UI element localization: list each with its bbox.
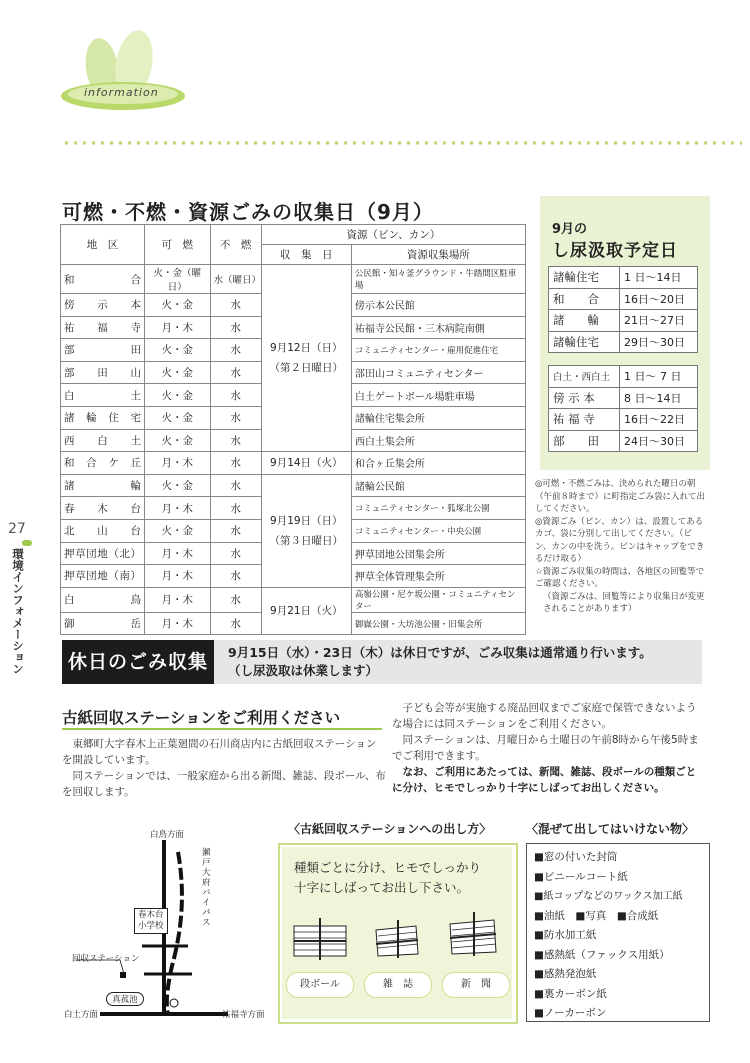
- magazine-bundle-icon: [372, 914, 422, 960]
- date-week: （第２日曜日）: [269, 362, 344, 375]
- ng-item: ■感熱紙（ファックス用紙）: [534, 948, 670, 961]
- map-label-school: [134, 908, 168, 934]
- pill-newspaper: 新 聞: [442, 972, 510, 998]
- kosi-paragraph-1: 東郷町大字春木上正葉廻間の石川商店内に古紙回収ステーションを開設しています。: [62, 738, 377, 766]
- cell-nonburn: 水: [210, 406, 261, 429]
- header-nonburn: 不 燃: [210, 225, 261, 265]
- pill-cardboard: 段ボール: [286, 972, 354, 998]
- kosi-right-text: [392, 700, 704, 796]
- cell-collection-date: [261, 265, 351, 452]
- schedule-title: し尿汲取予定日: [552, 241, 678, 261]
- date-line: 9月14日（火）: [270, 456, 343, 469]
- cell-burn: 火・金: [144, 361, 210, 384]
- map-label-pond: 真菰池: [106, 992, 144, 1006]
- date-line: 9月12日（日）: [270, 342, 343, 355]
- schedule-row: [549, 430, 698, 452]
- ng-item: ■ビニールコート紙: [534, 870, 628, 883]
- ng-item: ■窓の付いた封筒: [534, 851, 618, 863]
- leaf-logo-icon: [58, 28, 188, 118]
- cell-burn: 火・金: [144, 474, 210, 497]
- cell-area: 諸輪住宅: [61, 406, 145, 429]
- cell-burn: 月・木: [144, 497, 210, 520]
- schedule-area: 和 合: [549, 288, 620, 310]
- map-label-shiratori: 白鳥方面: [150, 830, 185, 840]
- cell-place: 高嶺公園・尼ケ坂公園・コミュニティセンター: [351, 587, 525, 612]
- schedule-area: 白土・西白土: [549, 366, 620, 388]
- cell-burn: 月・木: [144, 452, 210, 475]
- cell-place: 傍示本公民館: [351, 294, 525, 317]
- header-place: 資源収集場所: [351, 245, 525, 265]
- header-date: 収 集 日: [261, 245, 351, 265]
- ng-item: ■ノーカーボン: [534, 1007, 607, 1019]
- schedule-row: [549, 331, 698, 353]
- cell-place: 諸輪公民館: [351, 474, 525, 497]
- cell-burn: 月・木: [144, 565, 210, 588]
- cell-collection-date: [261, 452, 351, 475]
- note-1: ◎可燃・不燃ごみは、決められた曜日の朝（午前８時まで）に町指定ごみ袋に入れて出してください。: [535, 479, 706, 514]
- schedule-dates: 1 日〜 7 日: [620, 366, 698, 388]
- cell-burn: 月・木: [144, 612, 210, 635]
- note-2: ◎資源ごみ（ビン、カン）は、設置してあるカゴ、袋に分別して出してください。（ビン、カンの中を洗う。ビンはキャップをできるだけ取る）: [535, 516, 705, 564]
- map-post-icon: [170, 999, 178, 1007]
- schedule-row: [549, 288, 698, 310]
- cell-place: 部田山コミュニティセンター: [351, 361, 525, 384]
- ng-item: ■紙コップなどのワックス加工紙: [534, 891, 683, 902]
- schedule-row: [549, 267, 698, 289]
- schedule-area: 部 田: [549, 430, 620, 452]
- cell-area: 傍示本: [61, 294, 145, 317]
- cell-nonburn: 水（曜日）: [210, 265, 261, 294]
- table-row: [61, 474, 526, 497]
- cardboard-bundle-icon: [292, 914, 348, 960]
- header-resource: 資源（ビン、カン）: [261, 225, 525, 245]
- map-station-marker: [120, 972, 126, 978]
- cell-place: コミュニティセンター・中央公園: [351, 519, 525, 542]
- cell-place: 公民館・知々釜グラウンド・牛踏間区駐車場: [351, 265, 525, 294]
- date-line: 9月19日（日）: [270, 514, 343, 527]
- cell-nonburn: 水: [210, 612, 261, 635]
- holiday-text: [228, 644, 652, 680]
- map-label-yufukuji: 祐福寺方面: [222, 1010, 265, 1020]
- cell-place: 和合ヶ丘集会所: [351, 452, 525, 475]
- schedule-row: [549, 409, 698, 431]
- cell-area: 和合ケ丘: [61, 452, 145, 475]
- dotted-divider: [62, 140, 742, 146]
- cell-area: 和合: [61, 265, 145, 294]
- map-bypass-line: [167, 852, 182, 1014]
- schedule-table-1: [548, 266, 698, 353]
- schedule-title-month: 9月の: [552, 222, 588, 237]
- cell-burn: 火・金: [144, 429, 210, 452]
- schedule-area: 諸輪住宅: [549, 331, 620, 353]
- schedule-row: [549, 310, 698, 332]
- kosi-title: 古紙回収ステーションをご利用ください: [62, 709, 341, 727]
- cell-nonburn: 水: [210, 452, 261, 475]
- howto-line-1: 種類ごとに分け、ヒモでしっかり: [294, 860, 482, 875]
- schedule-dates: 16日〜22日: [620, 409, 698, 431]
- cell-nonburn: 水: [210, 339, 261, 362]
- cell-nonburn: 水: [210, 565, 261, 588]
- cell-burn: 火・金: [144, 339, 210, 362]
- cell-area: 春木台: [61, 497, 145, 520]
- page-number: 27: [8, 521, 26, 537]
- schedule-dates: 16日〜20日: [620, 288, 698, 310]
- cell-nonburn: 水: [210, 587, 261, 612]
- map-school-line-1: 春木台: [138, 910, 164, 920]
- cell-area: 押草団地（南）: [61, 565, 145, 588]
- notes: [535, 478, 705, 616]
- cell-place: 西白土集会所: [351, 429, 525, 452]
- cell-nonburn: 水: [210, 474, 261, 497]
- holiday-title: 休日のごみ収集: [62, 640, 214, 684]
- cell-collection-date: [261, 587, 351, 635]
- cell-burn: 火・金: [144, 406, 210, 429]
- kosi-paragraph-5: なお、ご利用にあたっては、新聞、雑誌、段ボールの種類ごとに分け、ヒモでしっかり十字にしばってお出しください。: [392, 766, 697, 794]
- schedule-area: 諸 輪: [549, 310, 620, 332]
- map-label-bypass: 瀬戸大府バイパス: [202, 848, 211, 928]
- page-title: 可燃・不燃・資源ごみの収集日（9月）: [62, 200, 434, 224]
- schedule-dates: 1 日〜14日: [620, 267, 698, 289]
- ng-list: [534, 848, 706, 1024]
- cell-place: 白土ゲートボール場駐車場: [351, 384, 525, 407]
- cell-area: 諸輪: [61, 474, 145, 497]
- cell-nonburn: 水: [210, 519, 261, 542]
- newspaper-bundle-icon: [446, 910, 500, 958]
- map-label-shirotsuchi: 白土方面: [64, 1010, 99, 1020]
- cell-burn: 火・金: [144, 384, 210, 407]
- cell-nonburn: 水: [210, 316, 261, 339]
- schedule-dates: 29日〜30日: [620, 331, 698, 353]
- pill-magazine: 雑 誌: [364, 972, 432, 998]
- note-3: ☆資源ごみ収集の時間は、各地区の回覧等でご確認ください。: [535, 566, 705, 589]
- howto-text: [294, 858, 481, 898]
- date-week: （第３日曜日）: [269, 534, 344, 547]
- cell-area: 西白土: [61, 429, 145, 452]
- schedule-row: [549, 366, 698, 388]
- cell-nonburn: 水: [210, 429, 261, 452]
- cell-burn: 月・木: [144, 542, 210, 565]
- table-row: [61, 587, 526, 612]
- cell-place: 諸輪住宅集会所: [351, 406, 525, 429]
- cell-area: 白鳥: [61, 587, 145, 612]
- cell-nonburn: 水: [210, 384, 261, 407]
- schedule-area: 諸輪住宅: [549, 267, 620, 289]
- cell-area: 祐福寺: [61, 316, 145, 339]
- side-section-label: 環境インフォメーション: [11, 548, 25, 675]
- cell-nonburn: 水: [210, 542, 261, 565]
- schedule-row: [549, 387, 698, 409]
- header-burn: 可 燃: [144, 225, 210, 265]
- cell-place: コミュニティセンター・狐塚北公園: [351, 497, 525, 520]
- date-line: 9月21日（火）: [270, 605, 343, 618]
- collection-table: [60, 224, 526, 635]
- cell-area: 御岳: [61, 612, 145, 635]
- cell-nonburn: 水: [210, 497, 261, 520]
- section-label: information: [84, 86, 159, 99]
- header-area: 地 区: [61, 225, 145, 265]
- table-row: [61, 265, 526, 294]
- cell-place: 押草全体管理集会所: [351, 565, 525, 588]
- kosi-paragraph-2: 同ステーションでは、一般家庭から出る新聞、雑誌、段ボール、布を回収します。: [62, 770, 386, 798]
- cell-place: 押草団地公団集会所: [351, 542, 525, 565]
- cell-burn: 月・木: [144, 316, 210, 339]
- holiday-line-2: （し尿汲取は休業します）: [228, 663, 379, 678]
- ng-item: ■油紙 ■写真 ■合成紙: [534, 909, 659, 922]
- cell-collection-date: [261, 474, 351, 587]
- kosi-paragraph-3: 子ども会等が実施する廃品回収までご家庭で保管できないような場合には同ステーションをご利用ください。: [392, 702, 697, 730]
- schedule-table-2: [548, 365, 698, 452]
- cell-area: 部田: [61, 339, 145, 362]
- cell-place: 御嶽公園・大坊池公園・旧集会所: [351, 612, 525, 635]
- cell-burn: 火・金: [144, 294, 210, 317]
- cell-nonburn: 水: [210, 294, 261, 317]
- map-school-line-2: 小学校: [138, 921, 164, 931]
- schedule-area: 祐 福 寺: [549, 409, 620, 431]
- schedule-area: 傍 示 本: [549, 387, 620, 409]
- cell-area: 北山台: [61, 519, 145, 542]
- cell-place: 祐福寺公民館・三木病院南側: [351, 316, 525, 339]
- howto-line-2: 十字にしばってお出し下さい。: [294, 880, 470, 895]
- schedule-dates: 24日〜30日: [620, 430, 698, 452]
- cell-area: 部田山: [61, 361, 145, 384]
- ng-title: 〈混ぜて出してはいけない物〉: [526, 822, 695, 836]
- howto-title: 〈古紙回収ステーションへの出し方〉: [288, 822, 492, 836]
- schedule-dates: 8 日〜14日: [620, 387, 698, 409]
- kosi-paragraph-4: 同ステーションは、月曜日から土曜日の午前8時から午後5時までご利用できます。: [392, 734, 699, 762]
- ng-item: ■裏カーボン紙: [534, 987, 607, 1000]
- cell-area: 押草団地（北）: [61, 542, 145, 565]
- cell-nonburn: 水: [210, 361, 261, 384]
- cell-burn: 月・木: [144, 587, 210, 612]
- cell-area: 白土: [61, 384, 145, 407]
- map-label-station: 回収ステーション: [72, 954, 140, 964]
- schedule-dates: 21日〜27日: [620, 310, 698, 332]
- cell-burn: 火・金: [144, 519, 210, 542]
- kosi-underline: [62, 728, 382, 730]
- cell-place: コミュニティセンター・雇用促進住宅: [351, 339, 525, 362]
- kosi-left-text: [62, 736, 386, 800]
- side-marker: [22, 540, 32, 546]
- table-row: [61, 452, 526, 475]
- note-4: （資源ごみは、回覧等により収集日が変更されることがあります）: [543, 591, 705, 614]
- ng-item: ■感熱発泡紙: [534, 968, 597, 980]
- ng-item: ■防水加工紙: [534, 929, 597, 941]
- cell-burn: 火・金（曜日）: [144, 265, 210, 294]
- holiday-line-1: 9月15日（水）・23日（木）は休日ですが、ごみ収集は通常通り行います。: [228, 645, 652, 660]
